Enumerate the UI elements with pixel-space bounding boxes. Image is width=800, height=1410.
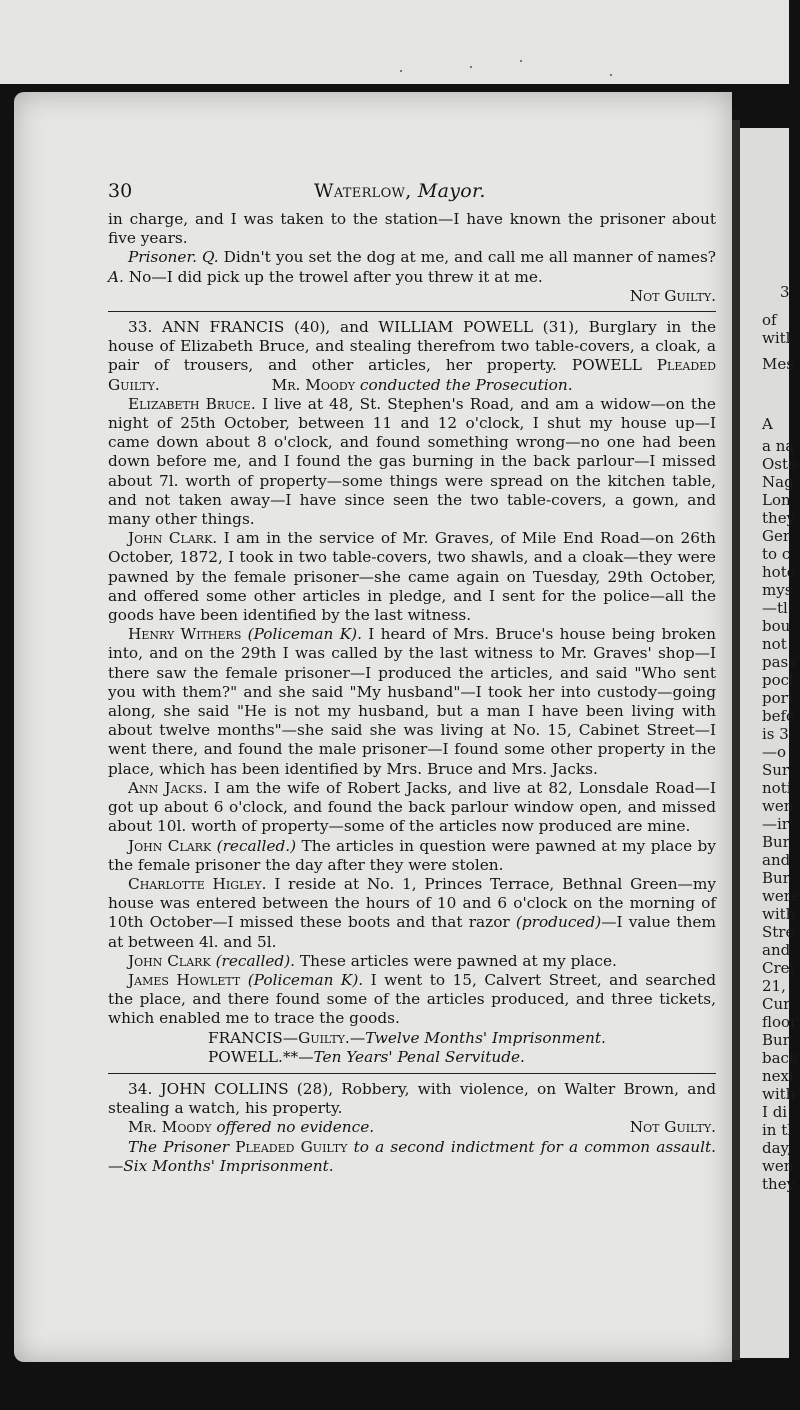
no-evidence-note xyxy=(128,1118,374,1137)
adjacent-page-fragment: 3 xyxy=(780,283,790,301)
adjacent-page-fragment: Bur xyxy=(762,833,790,851)
adjacent-page-fragment: in tl xyxy=(762,1121,793,1139)
adjacent-page-fragment: with xyxy=(762,1085,796,1103)
page-content xyxy=(108,180,716,1176)
page-number: 30 xyxy=(108,180,133,202)
running-header xyxy=(108,180,716,210)
speck xyxy=(610,74,612,76)
adjacent-page-fragment: hote xyxy=(762,563,796,581)
adjacent-page-fragment: —o xyxy=(762,743,787,761)
witness-henry-withers xyxy=(108,625,716,779)
adjacent-page-fragment: mys xyxy=(762,581,793,599)
prisoner-question xyxy=(108,248,716,286)
produced-note: (produced) xyxy=(515,913,602,932)
witness-name: Ann Jacks. xyxy=(128,778,208,797)
adjacent-page-fragment: Nag xyxy=(762,473,794,491)
note-text: The Prisoner xyxy=(128,1137,230,1156)
sentence-text: —Ten Years' Penal Servitude. xyxy=(298,1047,525,1066)
q-label: Q. xyxy=(201,248,219,267)
adjacent-page-fragment: day, xyxy=(762,1139,792,1157)
adjacent-page-fragment: floor xyxy=(762,1013,798,1031)
adjacent-page-fragment: I di xyxy=(762,1103,788,1121)
adjacent-page-fragment: Sur xyxy=(762,761,790,779)
section-rule xyxy=(108,1073,716,1074)
witness-name: John Clark xyxy=(128,951,211,970)
verdict: Guilty. xyxy=(298,1028,350,1047)
adjacent-page-fragment: and xyxy=(762,941,791,959)
witness-text: I went to 15, Calvert Street, and searched the place, and there found some of the articles produced, and three tickets, which enabled me to trace the goods. xyxy=(108,970,716,1028)
prosecution-note: conducted the Prosecution. xyxy=(359,375,573,394)
no-evidence-text: offered no evidence. xyxy=(216,1118,375,1137)
adjacent-page-fragment: Stre xyxy=(762,923,795,941)
witness-text: The articles in question were pawned at my place by the female prisoner the day after they were stolen. xyxy=(108,836,716,874)
witness-charlotte-higley xyxy=(108,875,716,952)
verdict-not-guilty: Not Guilty. xyxy=(629,1118,716,1137)
adjacent-page-fragment: not xyxy=(762,635,787,653)
witness-john-clark-recalled xyxy=(108,837,716,875)
adjacent-page xyxy=(740,128,800,1358)
plea: Pleaded Guilty xyxy=(235,1137,348,1156)
case-33-charge: 33. ANN FRANCIS (40), and WILLIAM POWELL (31), Burglary in the house of Elizabeth Bruce, and stealing therefrom two table-covers, a cloak, a pair of trousers, and other articles, her property. xyxy=(108,318,716,375)
sentence-powell xyxy=(108,1048,716,1067)
adjacent-page-fragment: were xyxy=(762,887,800,905)
note-text: to a second indictment for a common assault. xyxy=(353,1137,716,1156)
verdict-not-guilty: Not Guilty. xyxy=(629,286,716,305)
adjacent-page-fragment: —tl xyxy=(762,599,788,617)
adjacent-page-fragment: pocl xyxy=(762,671,794,689)
prosecutor: Mr. Moody xyxy=(271,375,356,394)
witness-name: Charlotte Higley. xyxy=(128,874,267,893)
adjacent-page-fragment: port xyxy=(762,689,794,707)
witness-name: John Clark. xyxy=(128,529,218,548)
adjacent-page-fragment: of xyxy=(762,311,777,329)
speck xyxy=(400,70,402,72)
adjacent-page-fragment: noti xyxy=(762,779,792,797)
section-rule xyxy=(108,311,716,312)
adjacent-page-fragment: to c xyxy=(762,545,791,563)
mayor-office: Mayor. xyxy=(417,180,486,202)
running-title xyxy=(314,180,486,202)
witness-name: John Clark xyxy=(128,836,212,855)
adjacent-page-fragment: Lon xyxy=(762,491,791,509)
witness-name: James Howlett xyxy=(128,970,241,989)
adjacent-page-fragment: Mes xyxy=(762,355,794,373)
witness-text: I am in the service of Mr. Graves, of Mile End Road—on 26th October, 1872, I took in two table-covers, two shawls, and a cloak—they were pawned by the female prisoner—she came again on Tuesday, 29th October, and offered some other articles in pledge, and I sent for the police—all the goods have been identified by the last witness. xyxy=(108,529,716,625)
adjacent-page-fragment: and xyxy=(762,851,791,869)
adjacent-page-fragment: —ir xyxy=(762,815,789,833)
book-gutter xyxy=(732,120,740,1360)
case-34-heading: 34. JOHN COLLINS (28), Robbery, with violence, on Walter Brown, and stealing a watch, his property. xyxy=(108,1079,716,1118)
witness-role: (Policeman K). xyxy=(247,625,362,644)
speck xyxy=(470,66,472,68)
witness-name: Elizabeth Bruce. xyxy=(128,394,256,413)
adjacent-page-fragment: bou xyxy=(762,617,791,635)
sentence-text: —Twelve Months' Imprisonment. xyxy=(349,1028,606,1047)
witness-ann-jacks xyxy=(108,779,716,837)
defendant-name: POWELL.** xyxy=(208,1047,299,1066)
witness-john-clark-recalled-2 xyxy=(108,952,716,971)
adjacent-page-fragment: they xyxy=(762,1175,796,1193)
question-text: Didn't you set the dog at me, and call me all manner of names? xyxy=(223,248,716,267)
adjacent-page-fragment: Cur xyxy=(762,995,791,1013)
adjacent-page-fragment: wen xyxy=(762,797,794,815)
adjacent-page-fragment: back xyxy=(762,1049,799,1067)
witness-text: These articles were pawned at my place. xyxy=(299,951,617,970)
adjacent-page-fragment: wen xyxy=(762,1157,794,1175)
witness-john-clark xyxy=(108,529,716,625)
witness-role: (recalled). xyxy=(215,951,296,970)
adjacent-page-fragment: a na xyxy=(762,437,795,455)
adjacent-page-fragment: Oste xyxy=(762,455,797,473)
adjacent-page-fragment: Crei xyxy=(762,959,795,977)
adjacent-page-fragment: with xyxy=(762,905,796,923)
a-label: A. xyxy=(108,267,124,286)
top-margin xyxy=(0,0,789,84)
witness-name: Henry Withers xyxy=(128,625,242,644)
sentence-francis xyxy=(108,1029,716,1048)
witness-text-continued: —I value them at between 4l. and 5l. xyxy=(108,913,716,951)
case-34-note xyxy=(108,1138,716,1176)
adjacent-page-fragment: Bur xyxy=(762,1031,790,1049)
adjacent-page-fragment: Ger xyxy=(762,527,791,545)
plea-name: POWELL xyxy=(571,356,642,375)
adjacent-page-fragment: they xyxy=(762,509,796,527)
bottom-margin xyxy=(0,1368,789,1410)
continuation-text: in charge, and I was taken to the station—I have known the prisoner about five years. xyxy=(108,210,716,248)
case-33-heading xyxy=(108,318,716,395)
adjacent-page-fragment: befc xyxy=(762,707,795,725)
answer-text: No—I did pick up the trowel after you threw it at me. xyxy=(128,267,543,286)
witness-text: I heard of Mrs. Bruce's house being broken into, and on the 29th I was called by the last witness to Mr. Graves' shop—I there saw the female prisoner—I produced the articles, and said "Who sent you with them?" and she said "My husband"—I took her into custody—going along, she said "He is not my husband, but a man I have been living with about twelve months"—she said she was living at No. 15, Cabinet Street—I went there, and found the male prisoner—I found some other property in the place, which has been identified by Mrs. Bruce and Mrs. Jacks. xyxy=(108,625,716,778)
case-34-prosecution-row xyxy=(108,1118,716,1137)
adjacent-page-fragment: witl xyxy=(762,329,791,347)
witness-elizabeth-bruce xyxy=(108,395,716,529)
adjacent-page-fragment: pass xyxy=(762,653,796,671)
adjacent-page-fragment: 21, xyxy=(762,977,786,995)
adjacent-page-fragment: is 3 xyxy=(762,725,789,743)
prosecutor: Mr. Moody xyxy=(128,1118,212,1137)
speck xyxy=(520,60,522,62)
mayor-name: Waterlow, xyxy=(314,180,412,202)
sentence-text: —Six Months' Imprisonment. xyxy=(108,1156,334,1175)
adjacent-page-fragment: Bur xyxy=(762,869,790,887)
adjacent-page-fragment: A xyxy=(762,415,773,433)
witness-text: I live at 48, St. Stephen's Road, and am a widow—on the night of 25th October, between 11 and 12 o'clock, I shut my house up—I came down about 8 o'clock, and found something wrong—no one had been down before me, and I found the gas burning in the back parlour—I missed about 7l. worth of property—some things were spread on the kitchen table, and not taken away—I have since seen the two table-covers, a gown, and many other things. xyxy=(108,394,716,529)
witness-text: I reside at No. 1, Princes Terrace, Bethnal Green—my house was entered between the hours of 10 and 6 o'clock on the morning of 10th October—I missed these boots and that razor xyxy=(108,874,716,932)
witness-role: (Policeman K). xyxy=(247,970,364,989)
prisoner-label: Prisoner. xyxy=(128,248,197,267)
plea: Pleaded Guilty. xyxy=(108,356,716,394)
witness-role: (recalled.) xyxy=(216,836,297,855)
adjacent-page-fragment: next xyxy=(762,1067,796,1085)
witness-text: I am the wife of Robert Jacks, and live at 82, Lonsdale Road—I got up about 6 o'clock, and found the back parlour window open, and missed about 10l. worth of property—some of the articles now produced are mine. xyxy=(108,778,716,836)
defendant-name: FRANCIS— xyxy=(208,1028,299,1047)
witness-james-howlett xyxy=(108,971,716,1029)
